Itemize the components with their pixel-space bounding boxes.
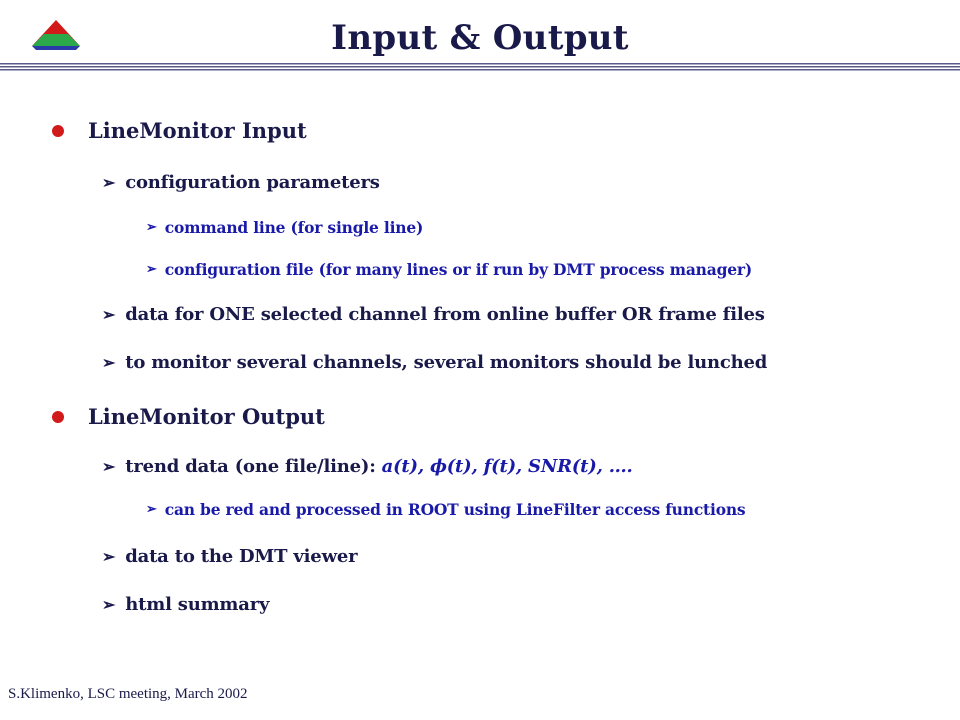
list-item: ➢ data to the DMT viewer bbox=[102, 546, 358, 567]
list-item: ➢ configuration parameters bbox=[102, 172, 380, 193]
arrow-right-icon: ➢ bbox=[146, 502, 157, 517]
list-item: ➢ can be red and processed in ROOT using LineFilter access functions bbox=[146, 500, 746, 519]
section-heading-input: LineMonitor Input bbox=[52, 118, 307, 143]
arrow-right-icon: ➢ bbox=[102, 172, 116, 192]
list-item: ➢ html summary bbox=[102, 594, 270, 615]
arrow-right-icon: ➢ bbox=[102, 594, 116, 614]
title-divider bbox=[0, 63, 960, 73]
list-item: ➢ configuration file (for many lines or if run by DMT process manager) bbox=[146, 260, 752, 279]
list-item: ➢ command line (for single line) bbox=[146, 218, 424, 237]
red-dot-icon bbox=[52, 411, 64, 423]
slide-footer: S.Klimenko, LSC meeting, March 2002 bbox=[8, 686, 248, 702]
list-item: ➢ trend data (one file/line): a(t), ϕ(t), f(t), SNR(t), …. bbox=[102, 456, 633, 477]
arrow-right-icon: ➢ bbox=[146, 220, 157, 235]
slide-title: Input & Output bbox=[331, 18, 629, 58]
arrow-right-icon: ➢ bbox=[102, 304, 116, 324]
list-item: ➢ data for ONE selected channel from online buffer OR frame files bbox=[102, 304, 765, 325]
arrow-right-icon: ➢ bbox=[102, 546, 116, 566]
red-dot-icon bbox=[52, 125, 64, 137]
arrow-right-icon: ➢ bbox=[146, 262, 157, 277]
trend-formula: a(t), ϕ(t), f(t), SNR(t), …. bbox=[381, 456, 633, 477]
arrow-right-icon: ➢ bbox=[102, 456, 116, 476]
arrow-right-icon: ➢ bbox=[102, 352, 116, 372]
list-item: ➢ to monitor several channels, several monitors should be lunched bbox=[102, 352, 768, 373]
section-heading-output: LineMonitor Output bbox=[52, 404, 325, 429]
